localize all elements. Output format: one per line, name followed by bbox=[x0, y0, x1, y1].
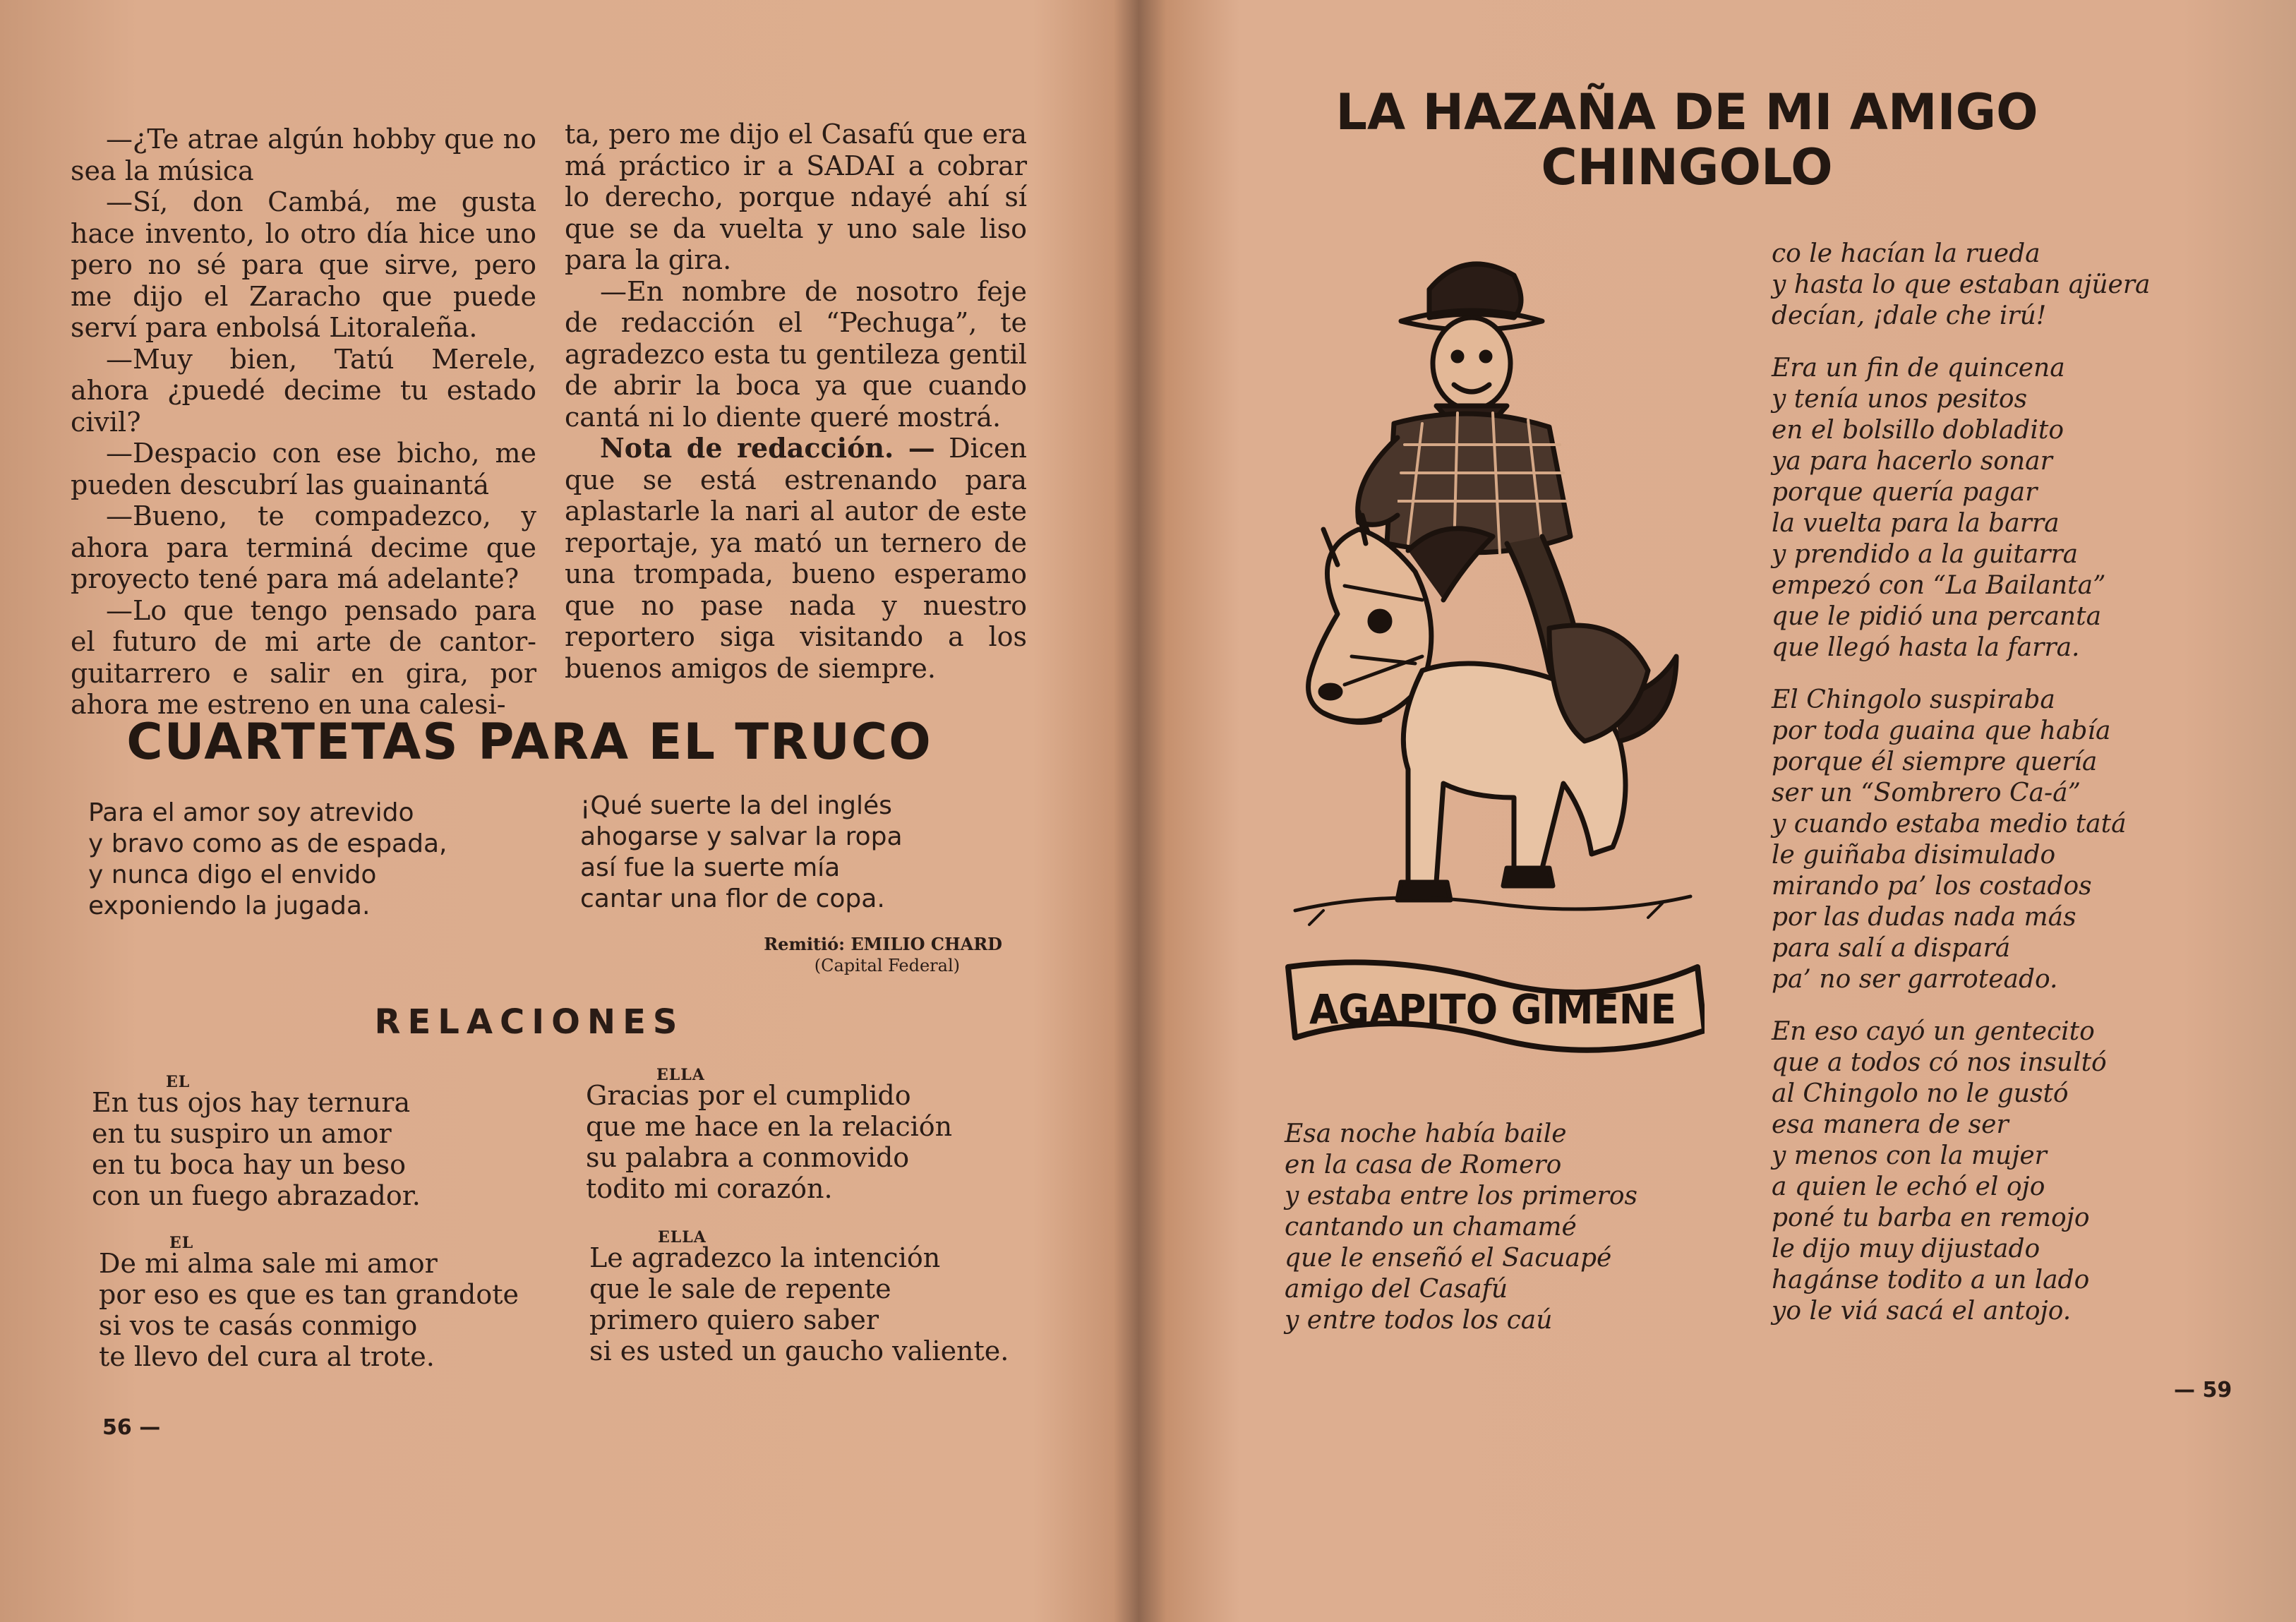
verse-line: su palabra a conmovido bbox=[586, 1142, 910, 1173]
poem-line: en la casa de Romero bbox=[1285, 1151, 1562, 1179]
verse-line: que le sale de repente bbox=[589, 1273, 891, 1304]
left-page bbox=[0, 0, 1143, 1622]
poem-line: le dijo muy dijustado bbox=[1772, 1234, 2040, 1263]
interview-paragraph: —Bueno, te compadezco, y ahora para terminá decime que proyecto tené para má adelante? bbox=[71, 500, 536, 594]
nota-label: Nota de redacción. — bbox=[600, 432, 935, 464]
poem-line: porque él siempre quería bbox=[1772, 747, 2098, 776]
speaker-ella-2: ELLA bbox=[658, 1228, 707, 1246]
interview-paragraph: —Sí, don Cambá, me gusta hace invento, lo otro día hice uno pero no sé para que sirve, pero me dijo el Zaracho que puede serví para enbolsá Litoraleña. bbox=[71, 186, 536, 343]
relacion-ella-1 bbox=[586, 1080, 952, 1204]
story-title-line-2: CHINGOLO bbox=[1541, 138, 1833, 196]
poem-line: que llegó hasta la farra. bbox=[1772, 633, 2080, 662]
poem-line: co le hacían la rueda bbox=[1772, 239, 2040, 268]
poem-line: En eso cayó un gentecito bbox=[1772, 1017, 2095, 1046]
poem-line: por las dudas nada más bbox=[1772, 903, 2076, 932]
verse-line: por eso es que es tan grandote bbox=[99, 1279, 519, 1310]
interview-paragraph: —¿Te atrae algún hobby que no sea la música bbox=[71, 124, 536, 186]
verse-line: te llevo del cura al trote. bbox=[99, 1341, 435, 1372]
relaciones-title: RELACIONES bbox=[374, 1002, 685, 1042]
poem-line: amigo del Casafú bbox=[1285, 1275, 1508, 1304]
poem-stanza bbox=[1772, 1016, 2151, 1327]
verse-line: En tus ojos hay ternura bbox=[92, 1087, 411, 1118]
right-page bbox=[1158, 0, 2296, 1622]
remitio-line-2: (Capital Federal) bbox=[814, 956, 960, 975]
interview-column-1 bbox=[71, 124, 536, 721]
verse-line: primero quiero saber bbox=[589, 1304, 879, 1335]
poem-line: por toda guaina que había bbox=[1772, 716, 2111, 745]
poem-right-column bbox=[1772, 239, 2151, 1348]
poem-line: que le pidió una percanta bbox=[1772, 602, 2102, 631]
interview-paragraph: —En nombre de nosotro feje de redacción el “Pechuga”, te agradezco esta tu gentileza gentil de abrir la boca ya que cuando cantá ni lo diente queré mostrá. bbox=[565, 275, 1027, 433]
banner-text: AGAPITO GIMENE bbox=[1309, 985, 1676, 1033]
interview-paragraph: —Muy bien, Tatú Merele, ahora ¿puedé decime tu estado civil? bbox=[71, 343, 536, 438]
relacion-el-2 bbox=[99, 1248, 519, 1372]
poem-line: esa manera de ser bbox=[1772, 1110, 2009, 1139]
verse-line: ¡Qué suerte la del inglés bbox=[580, 791, 892, 820]
poem-stanza bbox=[1772, 685, 2151, 995]
story-title-line-1: LA HAZAÑA DE MI AMIGO bbox=[1335, 83, 2038, 141]
poem-line: y prendido a la guitarra bbox=[1772, 540, 2079, 569]
poem-stanza bbox=[1772, 239, 2151, 332]
cuarteta-2 bbox=[580, 791, 903, 915]
interview-column-2 bbox=[565, 119, 1027, 684]
verse-line: así fue la suerte mía bbox=[580, 853, 841, 882]
poem-line: ser un “Sombrero Ca-á” bbox=[1772, 779, 2081, 807]
verse-line: si vos te casás conmigo bbox=[99, 1310, 418, 1341]
poem-line: porque quería pagar bbox=[1772, 478, 2038, 507]
poem-line: Era un fin de quincena bbox=[1772, 354, 2065, 383]
verse-line: exponiendo la jugada. bbox=[88, 891, 371, 920]
poem-line: yo le viá sacá el antojo. bbox=[1772, 1297, 2072, 1326]
poem-line: poné tu barba en remojo bbox=[1772, 1203, 2090, 1232]
cuartetas-title: CUARTETAS PARA EL TRUCO bbox=[126, 713, 932, 771]
poem-line: pa’ no ser garroteado. bbox=[1772, 965, 2058, 994]
poem-line: al Chingolo no le gustó bbox=[1772, 1079, 2069, 1108]
poem-line: y menos con la mujer bbox=[1772, 1141, 2047, 1170]
speaker-ella-1: ELLA bbox=[656, 1066, 705, 1084]
remitio-line-1: Remitió: EMILIO CHARD bbox=[764, 934, 1002, 954]
poem-line: y estaba entre los primeros bbox=[1285, 1182, 1638, 1211]
cuarteta-1 bbox=[88, 798, 447, 922]
poem-line: El Chingolo suspiraba bbox=[1772, 685, 2055, 714]
relacion-el-1 bbox=[92, 1087, 421, 1211]
poem-line: la vuelta para la barra bbox=[1772, 509, 2060, 538]
poem-line: Esa noche había baile bbox=[1285, 1119, 1567, 1148]
verse-line: y bravo como as de espada, bbox=[88, 829, 447, 858]
verse-line: Para el amor soy atrevido bbox=[88, 798, 414, 827]
verse-line: De mi alma sale mi amor bbox=[99, 1248, 438, 1279]
verse-line: que me hace en la relación bbox=[586, 1111, 953, 1142]
poem-line: y tenía unos pesitos bbox=[1772, 385, 2028, 414]
poem-line: le guiñaba disimulado bbox=[1772, 841, 2056, 870]
gaucho-on-horse-illustration bbox=[1281, 233, 1705, 1066]
poem-stanza bbox=[1772, 353, 2151, 663]
poem-line: que le enseñó el Sacuapé bbox=[1285, 1244, 1612, 1273]
verse-line: ahogarse y salvar la ropa bbox=[580, 822, 903, 851]
poem-line: para salí a dispará bbox=[1772, 934, 2011, 963]
verse-line: en tu suspiro un amor bbox=[92, 1118, 392, 1149]
poem-line: empezó con “La Bailanta” bbox=[1772, 571, 2106, 600]
page-number-right: — 59 bbox=[2174, 1378, 2232, 1402]
nota-text: Dicen que se está estrenando para aplastarle la nari al autor de este reportaje, ya mató un ternero de una trompada, bueno esperamo que no pase nada y nuestro reportero siga visitando a los buenos amigos de siempre. bbox=[565, 433, 1027, 684]
verse-line: y nunca digo el envido bbox=[88, 860, 377, 889]
poem-line: a quien le echó el ojo bbox=[1772, 1172, 2045, 1201]
poem-stanza bbox=[1285, 1119, 1637, 1336]
poem-line: hagánse todito a un lado bbox=[1772, 1266, 2090, 1294]
verse-line: con un fuego abrazador. bbox=[92, 1180, 421, 1211]
relacion-ella-2 bbox=[589, 1242, 1009, 1366]
interview-paragraph: ta, pero me dijo el Casafú que era má práctico ir a SADAI a cobrar lo derecho, porque ndayé ahí sí que se da vuelta y uno sale liso para la gira. bbox=[565, 119, 1027, 275]
poem-line: y entre todos los caú bbox=[1285, 1306, 1553, 1335]
interview-paragraph: —Lo que tengo pensado para el futuro de mi arte de cantor-guitarrero e salir en gira, por ahora me estreno en una calesi- bbox=[71, 594, 536, 720]
verse-line: si es usted un gaucho valiente. bbox=[589, 1335, 1009, 1366]
poem-line: y hasta lo que estaban ajüera bbox=[1772, 270, 2151, 299]
poem-line: en el bolsillo dobladito bbox=[1772, 416, 2064, 445]
speaker-el-2: EL bbox=[169, 1234, 194, 1252]
page-number-left: 56 — bbox=[102, 1415, 161, 1440]
story-title bbox=[1313, 85, 2061, 195]
remitio-credit bbox=[762, 934, 1002, 976]
speaker-el-1: EL bbox=[166, 1073, 191, 1091]
poem-line: ya para hacerlo sonar bbox=[1772, 447, 2052, 476]
interview-paragraph: —Despacio con ese bicho, me pueden descubrí las guainantá bbox=[71, 438, 536, 500]
poem-line: mirando pa’ los costados bbox=[1772, 872, 2092, 901]
verse-line: en tu boca hay un beso bbox=[92, 1149, 406, 1180]
verse-line: cantar una flor de copa. bbox=[580, 884, 885, 913]
verse-line: Le agradezco la intención bbox=[589, 1242, 941, 1273]
poem-line: y cuando estaba medio tatá bbox=[1772, 810, 2127, 839]
verse-line: todito mi corazón. bbox=[586, 1173, 833, 1204]
verse-line: Gracias por el cumplido bbox=[586, 1080, 911, 1111]
poem-line: que a todos có nos insultó bbox=[1772, 1048, 2107, 1077]
poem-line: cantando un chamamé bbox=[1285, 1213, 1577, 1242]
poem-line: decían, ¡dale che irú! bbox=[1772, 301, 2047, 330]
poem-left-column bbox=[1285, 1119, 1637, 1357]
nota-de-redaccion bbox=[565, 433, 1027, 684]
